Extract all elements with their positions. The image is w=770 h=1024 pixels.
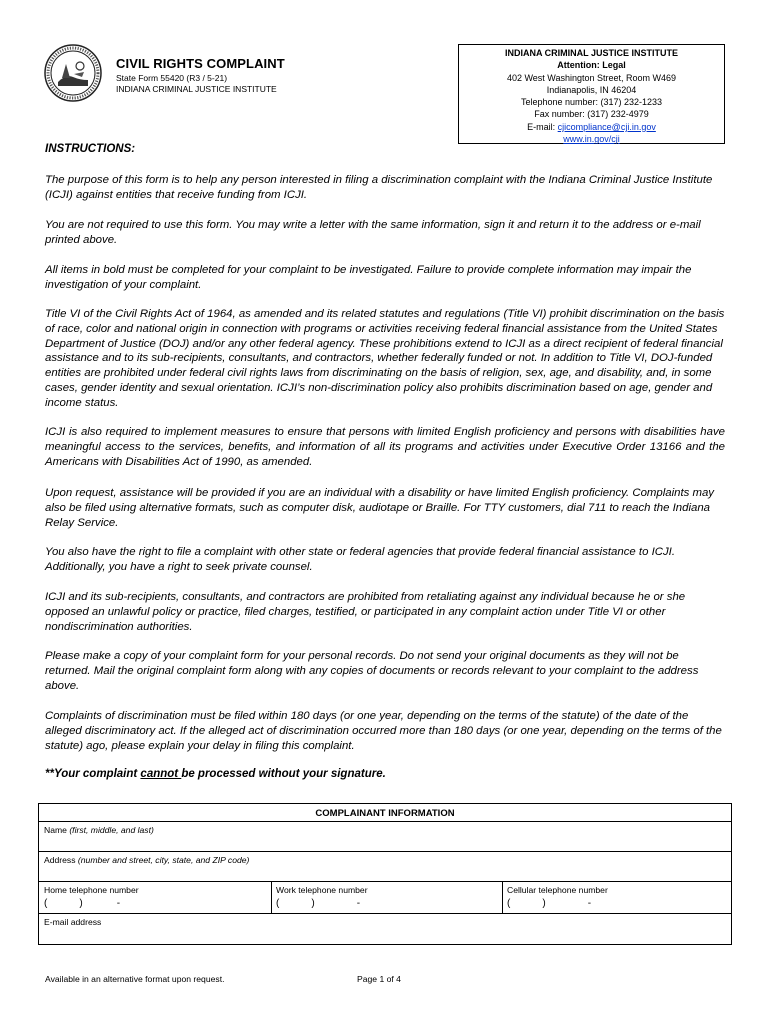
signature-note xyxy=(45,768,386,780)
work-phone-input[interactable] xyxy=(276,898,501,909)
cell-phone-input[interactable] xyxy=(507,898,727,909)
paragraph-title-vi: Title VI of the Civil Rights Act of 1964, as amended and its related statutes and regulations (Title VI) prohibit discrimination on the basis of race, color and national origin in connection with programs or activities receiving federal financial assistance from the United States Department of Justice (DOJ) and/or any other federal agency. These prohibitions extend to ICJI as a direct recipient of federal financial assistance and to its sub-recipients, consultants, and contractors, whether federally funded or not. In addition to Title VI, DOJ-funded entities are prohibited under federal civil rights laws from discriminating on the basis of religion, sex, age, and disability, and, in some cases, gender identity and sexual orientation. ICJI’s non-discrimination policy also prohibits discrimination based on age, gender and income status. xyxy=(45,308,725,409)
work-phone-open-paren: ( xyxy=(276,898,280,909)
address-street: 402 West Washington Street, Room W469 xyxy=(506,72,677,83)
agency-name: INDIANA CRIMINAL JUSTICE INSTITUTE xyxy=(116,84,277,94)
work-phone-label: Work telephone number xyxy=(276,885,368,895)
footer-alt-format: Available in an alternative format upon request. xyxy=(45,974,225,984)
form-number: State Form 55420 (R3 / 5-21) xyxy=(116,73,228,83)
work-phone-close-paren: ) xyxy=(311,898,315,909)
paragraph-other-agencies: You also have the right to file a complaint with other state or federal agencies that provide federal financial assistance to ICJI. Additionally, you have a right to seek private counsel. xyxy=(45,546,676,573)
cell-phone-open-paren: ( xyxy=(507,898,511,909)
paragraph-purpose: The purpose of this form is to help any person interested in filing a discrimination complaint with the Indiana Criminal Justice Institute (ICJI) against entities that receive funding from ICJI. xyxy=(45,174,713,201)
website-link[interactable]: www.in.gov/cji xyxy=(563,134,620,145)
address-city: Indianapolis, IN 46204 xyxy=(546,84,637,95)
signature-note-before: **Your complaint xyxy=(45,768,141,780)
address-attention: Attention: Legal xyxy=(557,60,626,71)
email-link[interactable]: cjicompliance@cji.in.gov xyxy=(557,121,656,132)
email-address-input[interactable] xyxy=(40,913,730,943)
state-seal xyxy=(44,44,102,102)
home-phone-open-paren: ( xyxy=(44,898,48,909)
name-input[interactable] xyxy=(40,821,730,851)
name-hint: (first, middle, and last) xyxy=(66,825,154,835)
paragraph-not-required: You are not required to use this form. You may write a letter with the same information, sign it and return it to the address or e-mail printed above. xyxy=(45,219,701,246)
email-address-label: E-mail address xyxy=(44,917,102,927)
paragraph-deadline: Complaints of discrimination must be filed within 180 days (or one year, depending on the terms of the statute) of the date of the alleged discriminatory act. If the alleged act of discrimination occurred more than 180 days (or one year, depending on the terms of the statute) ago, please explain your delay in filing this complaint. xyxy=(45,710,722,752)
home-phone-dash: - xyxy=(116,898,121,909)
cell-phone-label: Cellular telephone number xyxy=(507,885,608,895)
paragraph-assistance: Upon request, assistance will be provided if you are an individual with a disability or have limited English proficiency. Complaints may also be filed using alternative formats, such as computer disk, audiotape or Braille. For TTY customers, dial 711 to reach the Indiana Relay Service. xyxy=(45,487,714,529)
email-label: E-mail: xyxy=(527,121,558,132)
mailing-address-box xyxy=(458,44,725,144)
address-label-text: Address xyxy=(44,855,76,865)
signature-note-cannot: cannot xyxy=(140,768,182,780)
paragraph-lep: ICJI is also required to implement measures to ensure that persons with limited English proficiency and persons with disabilities have meaningful access to the services, benefits, and information of all its programs and activities under Executive Order 13166 and the Americans with Disabilities Act of 1990, as amended. xyxy=(45,426,725,468)
address-input[interactable] xyxy=(40,851,730,881)
home-phone-input[interactable] xyxy=(44,898,269,909)
work-phone-dash: - xyxy=(356,898,361,909)
instructions-heading: INSTRUCTIONS: xyxy=(45,143,136,155)
section-title: COMPLAINANT INFORMATION xyxy=(315,808,455,819)
address-fax: Fax number: (317) 232-4979 xyxy=(534,109,649,120)
page-number: Page 1 of 4 xyxy=(357,974,401,984)
address-email-line xyxy=(459,121,724,133)
cell-phone-close-paren: ) xyxy=(542,898,546,909)
signature-note-after: be processed without your signature. xyxy=(181,768,386,780)
cell-phone-dash: - xyxy=(587,898,592,909)
form-title: CIVIL RIGHTS COMPLAINT xyxy=(116,56,285,71)
paragraph-copy: Please make a copy of your complaint form for your personal records. Do not send your original documents as they will not be returned. Mail the original complaint form along with any copies of documents or records relevant to your complaint to the address above. xyxy=(45,650,699,692)
paragraph-bold-items: All items in bold must be completed for your complaint to be investigated. Failure to provide complete information may impair the investigation of your complaint. xyxy=(45,264,692,291)
complainant-information-table xyxy=(38,803,732,945)
home-phone-close-paren: ) xyxy=(79,898,83,909)
paragraph-retaliation: ICJI and its sub-recipients, consultants, and contractors are prohibited from retaliating against any individual because he or she opposed an unlawful policy or practice, filed charges, testified, or participated in any complaint action under Title VI or other nondiscrimination authorities. xyxy=(45,591,686,633)
name-label-text: Name xyxy=(44,825,67,835)
address-org: INDIANA CRIMINAL JUSTICE INSTITUTE xyxy=(504,48,678,58)
address-telephone: Telephone number: (317) 232-1233 xyxy=(520,97,663,108)
address-hint: (number and street, city, state, and ZIP code) xyxy=(75,855,250,865)
home-phone-label: Home telephone number xyxy=(44,885,139,895)
